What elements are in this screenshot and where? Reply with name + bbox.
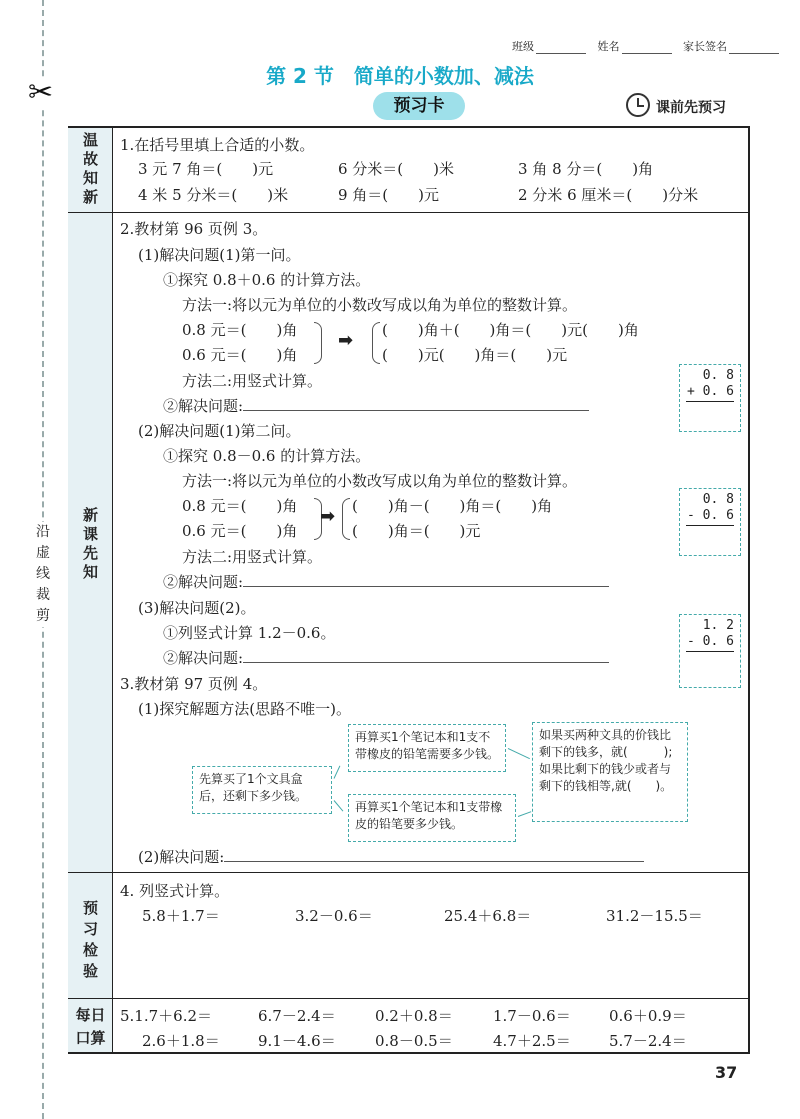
daily-item: 0.6＋0.9＝ bbox=[609, 1007, 687, 1025]
answer-line[interactable] bbox=[243, 649, 609, 663]
preview-tag bbox=[624, 97, 726, 117]
conversion-line: ( )角＝( )元 bbox=[352, 522, 481, 540]
brace bbox=[372, 322, 380, 364]
solve-text: (2)解决问题: bbox=[138, 848, 225, 866]
solve-text: ②解决问题: bbox=[163, 649, 244, 667]
daily-item: 2.6＋1.8＝ bbox=[142, 1032, 220, 1050]
section-review-text: 温故知新 bbox=[82, 131, 98, 206]
daily-item: 6.7－2.4＝ bbox=[258, 1007, 336, 1025]
review-item: 2 分米 6 厘米＝( )分米 bbox=[518, 186, 699, 204]
daily-item: 1.7－0.6＝ bbox=[493, 1007, 571, 1025]
solve-label bbox=[163, 571, 609, 592]
method-2: 方法二:用竖式计算。 bbox=[182, 372, 323, 390]
conversion-line: 0.8 元＝( )角 bbox=[182, 321, 298, 339]
daily-item: 0.8－0.5＝ bbox=[375, 1032, 453, 1050]
parent-label: 家长签名 bbox=[683, 40, 727, 53]
calc-rule bbox=[686, 525, 734, 526]
question-3: 3.教材第 97 页例 4。 bbox=[120, 675, 268, 693]
name-label: 姓名 bbox=[597, 40, 620, 53]
calc-operand: 0. 8 bbox=[702, 368, 734, 383]
part-3-calc: ①列竖式计算 1.2－0.6。 bbox=[163, 624, 336, 642]
daily-item: 0.2＋0.8＝ bbox=[375, 1007, 453, 1025]
part-1: (1)解决问题(1)第一问。 bbox=[138, 246, 301, 264]
method-1: 方法一:将以元为单位的小数改写成以角为单位的整数计算。 bbox=[182, 296, 578, 314]
flow-box-top: 再算买1个笔记本和1支不带橡皮的铅笔需要多少钱。 bbox=[348, 724, 506, 772]
answer-line[interactable] bbox=[224, 848, 644, 862]
review-item: 3 角 8 分＝( )角 bbox=[518, 160, 654, 178]
review-item: 3 元 7 角＝( )元 bbox=[138, 160, 274, 178]
page-number: 37 bbox=[715, 1063, 738, 1082]
cut-label: 沿虚线裁剪 bbox=[33, 522, 53, 627]
question-3-part-1: (1)探究解题方法(思路不唯一)。 bbox=[138, 700, 351, 718]
calc-operand: 0. 8 bbox=[702, 492, 734, 507]
class-label: 班级 bbox=[512, 40, 534, 53]
conversion-line: ( )角－( )角＝( )角 bbox=[352, 497, 553, 515]
check-item: 5.8＋1.7＝ bbox=[142, 907, 220, 925]
page-title: 第 2 节 简单的小数加、减法 bbox=[266, 64, 534, 88]
arrow-right-icon: ➡ bbox=[338, 330, 354, 351]
section-daily-text: 每日口算 bbox=[75, 1006, 106, 1047]
conversion-line: ( )元( )角＝( )元 bbox=[382, 346, 568, 364]
daily-item: 4.7＋2.5＝ bbox=[493, 1032, 571, 1050]
solve-label bbox=[163, 395, 589, 416]
part-2-explore: ①探究 0.8－0.6 的计算方法。 bbox=[163, 447, 371, 465]
answer-line[interactable] bbox=[243, 397, 589, 411]
daily-item: 5.1.7＋6.2＝ bbox=[120, 1007, 213, 1025]
section-check-label bbox=[68, 898, 113, 982]
parent-field[interactable] bbox=[729, 53, 779, 54]
calc-rule bbox=[686, 401, 734, 402]
review-item: 4 米 5 分米＝( )米 bbox=[138, 186, 289, 204]
flow-box-end: 如果买两种文具的价钱比剩下的钱多，就( );如果比剩下的钱少或者与剩下的钱相等,就( )。 bbox=[532, 722, 688, 822]
check-item: 31.2－15.5＝ bbox=[606, 907, 703, 925]
conversion-line: 0.6 元＝( )角 bbox=[182, 346, 298, 364]
scissors-icon: ✂ bbox=[28, 75, 54, 110]
conversion-line: 0.6 元＝( )角 bbox=[182, 522, 298, 540]
calc-operand: - 0. 6 bbox=[687, 508, 734, 523]
solve-label bbox=[138, 846, 644, 867]
divider bbox=[68, 212, 750, 213]
preview-card-badge: 预习卡 bbox=[373, 92, 465, 120]
check-item: 3.2－0.6＝ bbox=[295, 907, 373, 925]
check-item: 25.4＋6.8＝ bbox=[444, 907, 532, 925]
review-item: 6 分米＝( )米 bbox=[338, 160, 455, 178]
answer-line[interactable] bbox=[243, 573, 609, 587]
calc-operand: 1. 2 bbox=[702, 618, 734, 633]
solve-label bbox=[163, 647, 609, 668]
conversion-line: 0.8 元＝( )角 bbox=[182, 497, 298, 515]
section-new-label bbox=[68, 506, 113, 582]
part-2: (2)解决问题(1)第二问。 bbox=[138, 422, 301, 440]
student-info bbox=[512, 38, 787, 54]
calc-rule bbox=[686, 651, 734, 652]
solve-text: ②解决问题: bbox=[163, 397, 244, 415]
flow-box-bottom: 再算买1个笔记本和1支带橡皮的铅笔要多少钱。 bbox=[348, 794, 516, 842]
section-daily-label bbox=[68, 1004, 113, 1050]
vertical-calc-box[interactable] bbox=[679, 488, 741, 556]
method-1: 方法一:将以元为单位的小数改写成以角为单位的整数计算。 bbox=[182, 472, 578, 490]
question-2: 2.教材第 96 页例 3。 bbox=[120, 220, 268, 238]
daily-item: 5.7－2.4＝ bbox=[609, 1032, 687, 1050]
flow-box-start: 先算买了1个文具盒后，还剩下多少钱。 bbox=[192, 766, 332, 814]
class-field[interactable] bbox=[536, 53, 586, 54]
question-4: 4. 列竖式计算。 bbox=[120, 882, 230, 900]
vertical-calc-box[interactable] bbox=[679, 614, 741, 688]
name-field[interactable] bbox=[622, 53, 672, 54]
divider bbox=[68, 872, 750, 873]
calc-operand: - 0. 6 bbox=[687, 634, 734, 649]
method-2: 方法二:用竖式计算。 bbox=[182, 548, 323, 566]
calc-operand: + 0. 6 bbox=[687, 384, 734, 399]
daily-item: 9.1－4.6＝ bbox=[258, 1032, 336, 1050]
preview-tag-text: 课前先预习 bbox=[656, 100, 726, 116]
part-1-explore: ①探究 0.8＋0.6 的计算方法。 bbox=[163, 271, 371, 289]
vertical-calc-box[interactable] bbox=[679, 364, 741, 432]
review-item: 9 角＝( )元 bbox=[338, 186, 440, 204]
section-check-text: 预习检验 bbox=[82, 899, 98, 980]
divider bbox=[68, 998, 750, 999]
brace bbox=[314, 322, 322, 364]
part-3: (3)解决问题(2)。 bbox=[138, 599, 256, 617]
review-question: 1.在括号里填上合适的小数。 bbox=[120, 136, 315, 154]
conversion-line: ( )角＋( )角＝( )元( )角 bbox=[382, 321, 639, 339]
section-review-label bbox=[68, 131, 113, 207]
solve-text: ②解决问题: bbox=[163, 573, 244, 591]
brace bbox=[342, 498, 350, 540]
arrow-right-icon: ➡ bbox=[320, 506, 336, 527]
section-new-text: 新课先知 bbox=[82, 506, 98, 581]
